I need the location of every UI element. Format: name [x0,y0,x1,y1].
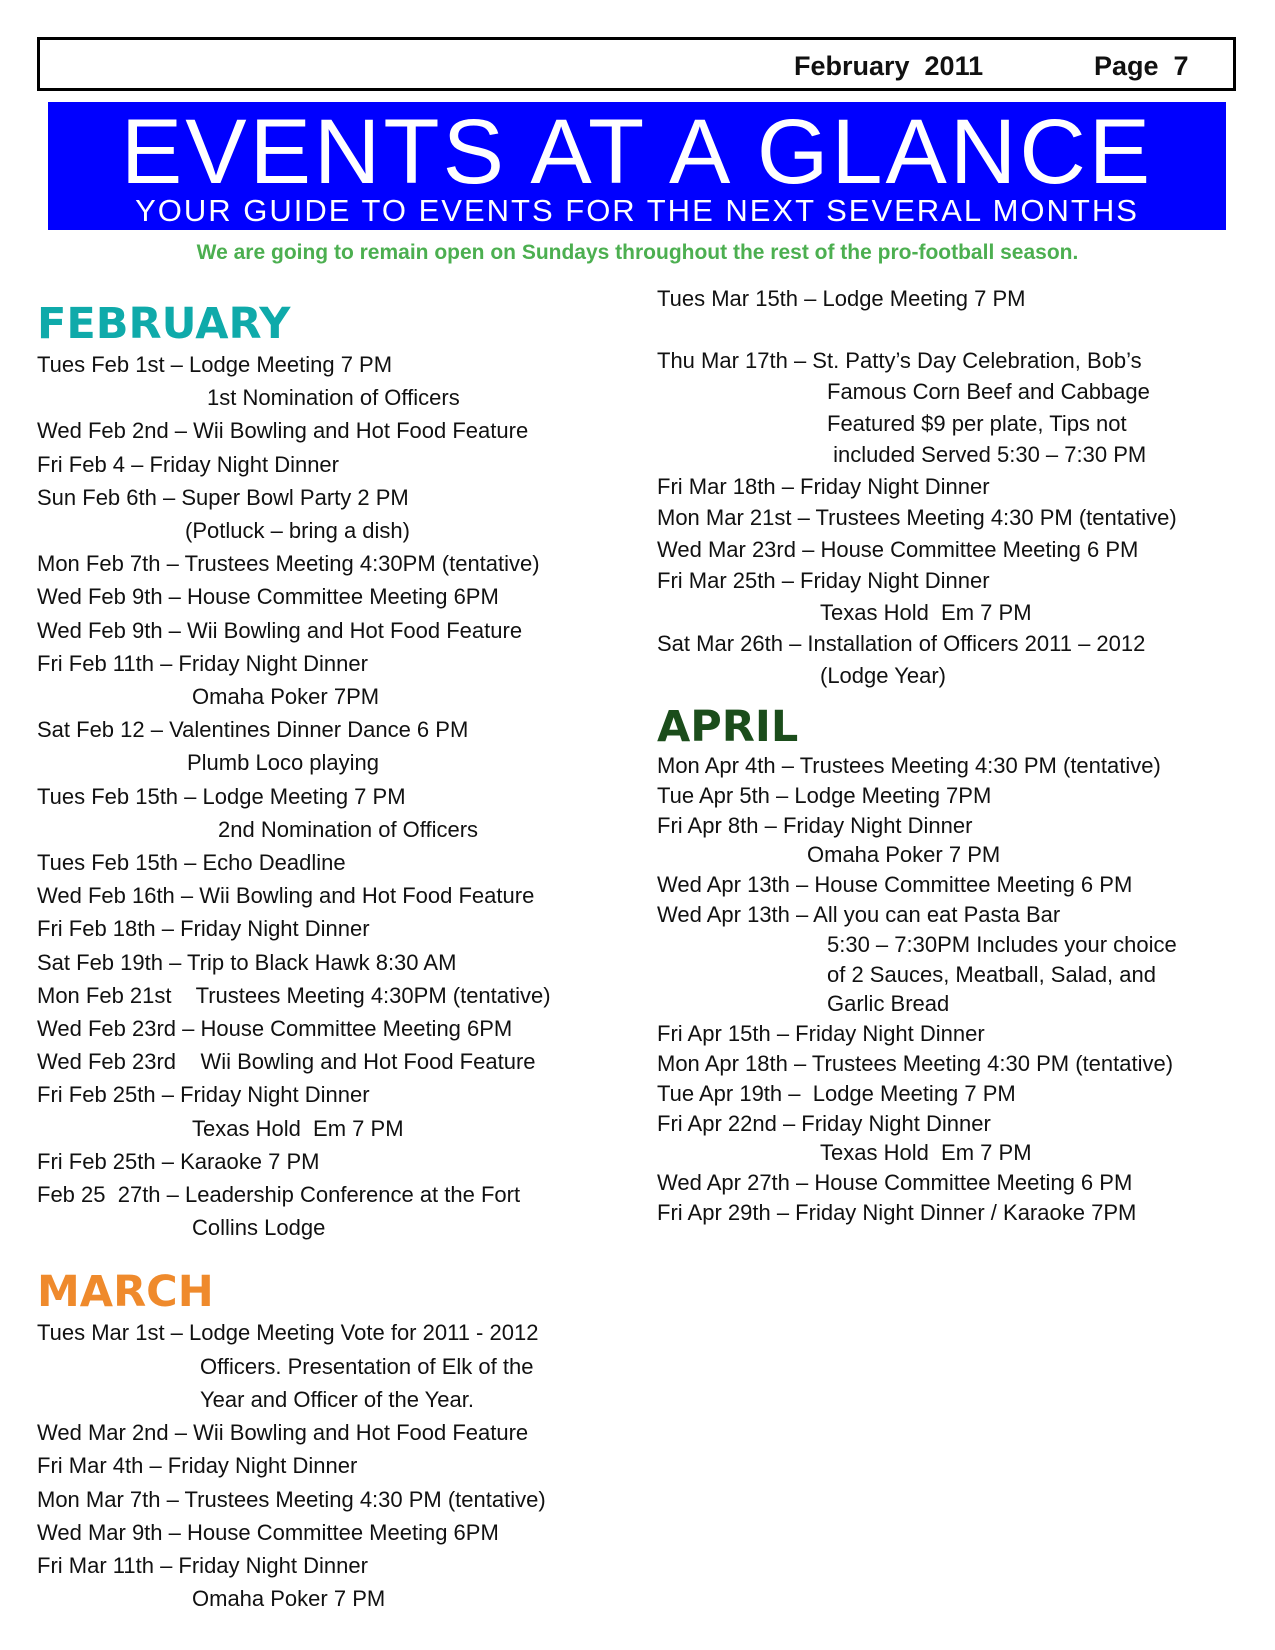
event-detail: Featured $9 per plate, Tips not [827,410,1127,436]
event-line: Fri Mar 11th – Friday Night Dinner [37,1552,368,1578]
event-line: Mon Feb 7th – Trustees Meeting 4:30PM (tentative) [37,551,540,577]
event-line: Tues Feb 15th – Echo Deadline [37,850,346,876]
event-line: Fri Feb 25th – Karaoke 7 PM [37,1148,320,1174]
left-column [37,300,627,1615]
event-line: Fri Feb 25th – Friday Night Dinner [37,1082,370,1108]
event-line: Fri Apr 29th – Friday Night Dinner / Karaoke 7PM [657,1199,1137,1225]
page-number: Page 7 [1094,51,1189,81]
spacer [657,315,1257,345]
event-line: Thu Mar 17th – St. Patty’s Day Celebration, Bob’s [657,347,1142,373]
events-banner [48,102,1226,230]
event-line: Feb 25 27th – Leadership Conference at the Fort [37,1182,521,1208]
event-detail: Officers. Presentation of Elk of the [200,1353,534,1379]
event-line: Wed Feb 9th – House Committee Meeting 6PM [37,584,499,610]
event-line: Wed Mar 23rd – House Committee Meeting 6 PM [657,536,1139,562]
banner-subtitle: YOUR GUIDE TO EVENTS FOR THE NEXT SEVERAL MONTHS [135,193,1139,228]
event-detail: (Lodge Year) [820,662,946,688]
event-line: Sat Feb 12 – Valentines Dinner Dance 6 PM [37,717,469,743]
event-line: Wed Apr 13th – House Committee Meeting 6 PM [657,872,1133,898]
event-detail: Year and Officer of the Year. [200,1386,474,1412]
event-line: Tues Mar 15th – Lodge Meeting 7 PM [657,286,1026,311]
event-line: Fri Mar 25th – Friday Night Dinner [657,568,990,593]
event-detail: Texas Hold Em 7 PM [820,1140,1032,1166]
event-line: Mon Apr 18th – Trustees Meeting 4:30 PM (tentative) [657,1050,1174,1076]
event-line: Sat Mar 26th – Installation of Officers 2011 – 2012 [657,631,1146,656]
page-header [37,37,1236,91]
event-line: Tues Feb 15th – Lodge Meeting 7 PM [37,783,406,809]
event-line: Fri Feb 11th – Friday Night Dinner [37,650,368,676]
april-heading: APRIL [657,702,799,752]
event-line: Wed Mar 2nd – Wii Bowling and Hot Food Feature [37,1420,529,1446]
event-line: Wed Apr 13th – All you can eat Pasta Bar [657,901,1061,927]
event-line: Mon Feb 21st Trustees Meeting 4:30PM (tentative) [37,982,551,1008]
march-heading: MARCH [37,1267,214,1318]
right-column [657,283,1257,1228]
event-line: Sun Feb 6th – Super Bowl Party 2 PM [37,484,409,510]
event-detail: (Potluck – bring a dish) [185,518,410,544]
event-line: Mon Apr 4th – Trustees Meeting 4:30 PM (tentative) [657,753,1161,778]
event-line: Tue Apr 19th – Lodge Meeting 7 PM [657,1080,1016,1106]
event-detail: Omaha Poker 7 PM [192,1586,386,1612]
event-line: Wed Feb 23rd – House Committee Meeting 6PM [37,1016,513,1042]
event-line: Fri Apr 8th – Friday Night Dinner [657,812,973,838]
event-detail: 2nd Nomination of Officers [218,816,479,842]
event-detail: included Served 5:30 – 7:30 PM [827,442,1147,467]
event-line: Tues Feb 1st – Lodge Meeting 7 PM [37,352,393,377]
event-line: Wed Feb 16th – Wii Bowling and Hot Food Feature [37,883,535,909]
event-detail: 1st Nomination of Officers [207,385,460,411]
february-heading: FEBRUARY [37,299,291,349]
event-line: Fri Mar 4th – Friday Night Dinner [37,1453,358,1479]
issue-date: February 2011 [794,51,984,81]
event-detail: Plumb Loco playing [187,750,380,776]
event-line: Wed Mar 9th – House Committee Meeting 6PM [37,1519,499,1545]
event-line: Mon Mar 21st – Trustees Meeting 4:30 PM (tentative) [657,505,1177,530]
event-detail: Omaha Poker 7PM [192,684,380,710]
event-line: Wed Apr 27th – House Committee Meeting 6 PM [657,1170,1133,1196]
event-line: Fri Apr 15th – Friday Night Dinner [657,1021,985,1047]
event-detail: Collins Lodge [192,1215,326,1241]
event-detail: Garlic Bread [827,991,950,1017]
event-line: Tues Mar 1st – Lodge Meeting Vote for 2011 - 2012 [37,1320,539,1346]
event-detail: 5:30 – 7:30PM Includes your choice [827,931,1177,957]
event-line: Wed Feb 9th – Wii Bowling and Hot Food Feature [37,617,523,643]
event-line: Fri Feb 4 – Friday Night Dinner [37,451,339,477]
event-detail: Texas Hold Em 7 PM [820,599,1032,625]
event-line: Fri Apr 22nd – Friday Night Dinner [657,1110,991,1136]
event-line: Sat Feb 19th – Trip to Black Hawk 8:30 AM [37,949,457,975]
event-line: Mon Mar 7th – Trustees Meeting 4:30 PM (tentative) [37,1486,546,1512]
event-detail: Famous Corn Beef and Cabbage [827,379,1150,404]
event-detail: Texas Hold Em 7 PM [192,1115,404,1141]
event-detail: of 2 Sauces, Meatball, Salad, and [827,961,1156,987]
event-line: Fri Feb 18th – Friday Night Dinner [37,916,370,942]
event-line: Tue Apr 5th – Lodge Meeting 7PM [657,782,992,808]
sunday-notice: We are going to remain open on Sundays throughout the rest of the pro-football season. [196,241,1079,264]
event-line: Fri Mar 18th – Friday Night Dinner [657,473,990,499]
event-line: Wed Feb 2nd – Wii Bowling and Hot Food Feature [37,418,529,444]
event-line: Wed Feb 23rd Wii Bowling and Hot Food Feature [37,1049,536,1075]
banner-title: EVENTS AT A GLANCE [120,102,1154,203]
event-detail: Omaha Poker 7 PM [807,842,1001,868]
